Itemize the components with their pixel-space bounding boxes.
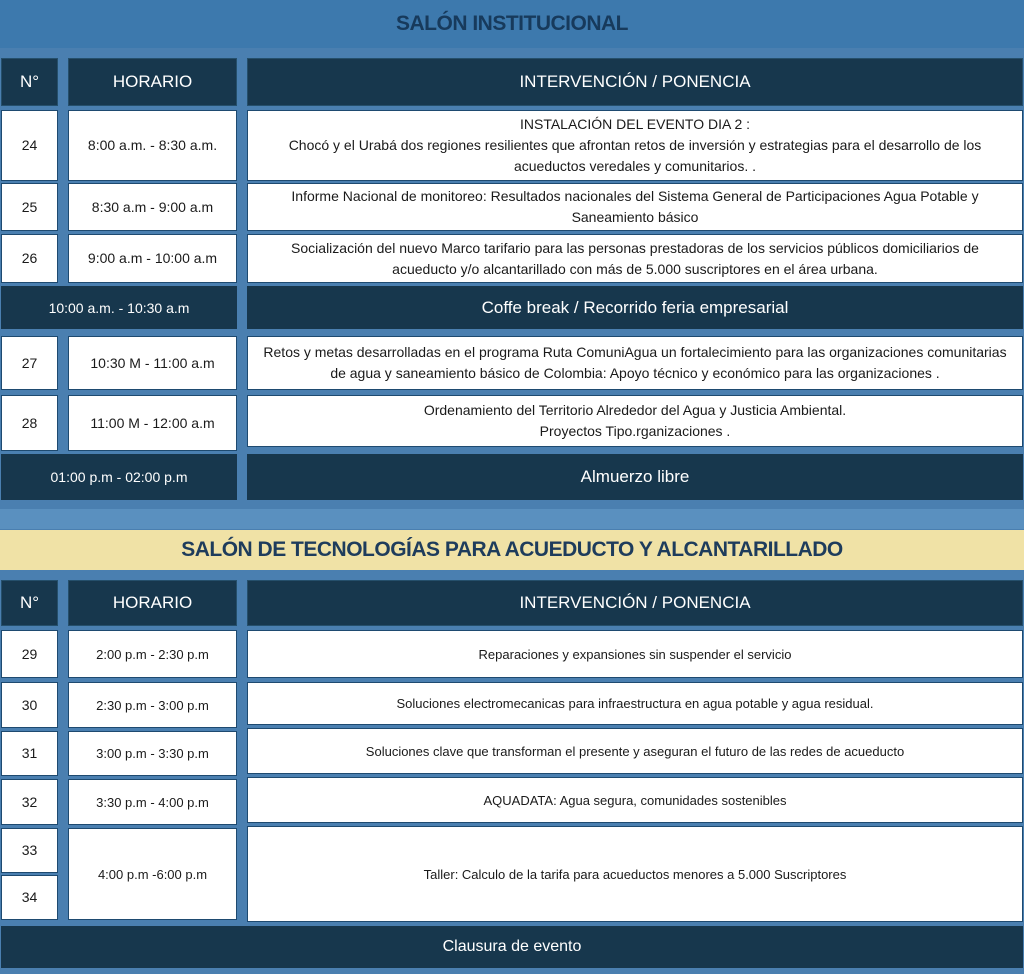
break-schedule: 10:00 a.m. - 10:30 a.m [1, 286, 237, 329]
row-talk: Soluciones clave que transforman el presente y aseguran el futuro de las redes de acueducto [247, 728, 1023, 774]
talk-line: acueducto y/o alcantarillado con más de 5.000 suscriptores en el área urbana. [392, 260, 878, 277]
row-number: 27 [1, 336, 58, 390]
talk-line: INSTALACIÓN DEL EVENTO DIA 2 : [519, 116, 751, 132]
row-schedule: 2:00 p.m - 2:30 p.m [68, 630, 237, 678]
header-schedule: HORARIO [68, 580, 237, 626]
row-talk: Soluciones electromecanicas para infraestructura en agua potable y agua residual. [247, 682, 1023, 725]
talk-line: Socialización del nuevo Marco tarifario para las personas prestadoras de los servicios públicos domiciliarios de [291, 239, 979, 256]
break-schedule: 01:00 p.m - 02:00 p.m [1, 454, 237, 500]
header-schedule: HORARIO [68, 58, 237, 106]
row-talk: AQUADATA: Agua segura, comunidades sostenibles [247, 777, 1023, 823]
row-number: 31 [1, 731, 58, 776]
row-number: 26 [1, 234, 58, 283]
row-talk [247, 183, 1023, 231]
row-talk [247, 110, 1023, 181]
row-schedule: 10:30 M - 11:00 a.m [68, 336, 237, 390]
row-number: 32 [1, 779, 58, 825]
row-schedule: 9:00 a.m - 10:00 a.m [68, 234, 237, 283]
talk-line: Proyectos Tipo.rganizaciones . [539, 423, 731, 439]
row-talk [247, 395, 1023, 447]
section-title-tecnologias: SALÓN DE TECNOLOGÍAS PARA ACUEDUCTO Y ALCANTARILLADO [0, 530, 1024, 570]
talk-line: Chocó y el Urabá dos regiones resilientes que afrontan retos de inversión y estrategias para el desarrollo de los [288, 137, 982, 153]
talk-line: Informe Nacional de monitoreo: Resultados nacionales del Sistema General de Participaciones Agua Potable y [291, 188, 979, 204]
row-schedule: 11:00 M - 12:00 a.m [68, 395, 237, 451]
header-talk: INTERVENCIÓN / PONENCIA [247, 58, 1023, 106]
break-label: Coffe break / Recorrido feria empresarial [247, 286, 1023, 329]
header-number: N° [1, 580, 58, 626]
talk-line: acueductos veredales y comunitarios. . [513, 158, 756, 174]
header-number: N° [1, 58, 58, 106]
row-schedule: 3:30 p.m - 4:00 p.m [68, 779, 237, 825]
row-talk: Reparaciones y expansiones sin suspender el servicio [247, 630, 1023, 678]
row-schedule: 3:00 p.m - 3:30 p.m [68, 731, 237, 776]
talk-line: Retos y metas desarrolladas en el programa Ruta ComuniAgua un fortalecimiento para las organizaciones comunitarias [263, 344, 1007, 360]
row-schedule: 8:00 a.m. - 8:30 a.m. [68, 110, 237, 181]
row-talk [247, 234, 1023, 283]
row-number: 28 [1, 395, 58, 451]
row-schedule: 2:30 p.m - 3:00 p.m [68, 682, 237, 728]
talk-line: Ordenamiento del Territorio Alrededor del Agua y Justicia Ambiental. [423, 402, 847, 418]
header-talk: INTERVENCIÓN / PONENCIA [247, 580, 1023, 626]
row-talk [247, 336, 1023, 390]
row-schedule: 4:00 p.m -6:00 p.m [68, 828, 237, 920]
section-divider [0, 509, 1024, 529]
talk-line: de agua y saneamiento básico de Colombia: Apoyo técnico y económico para las organizaciones . [330, 365, 940, 381]
break-label: Almuerzo libre [247, 454, 1023, 500]
talk-line: Saneamiento básico [571, 209, 699, 225]
row-schedule: 8:30 a.m - 9:00 a.m [68, 183, 237, 231]
closing-banner: Clausura de evento [1, 926, 1023, 968]
section-title-institucional: SALÓN INSTITUCIONAL [0, 0, 1024, 48]
row-number: 25 [1, 183, 58, 231]
row-number: 33 [1, 828, 58, 873]
row-talk: Taller: Calculo de la tarifa para acueductos menores a 5.000 Suscriptores [247, 826, 1023, 922]
row-number: 29 [1, 630, 58, 678]
row-number: 30 [1, 682, 58, 728]
row-number: 34 [1, 875, 58, 920]
row-number: 24 [1, 110, 58, 181]
